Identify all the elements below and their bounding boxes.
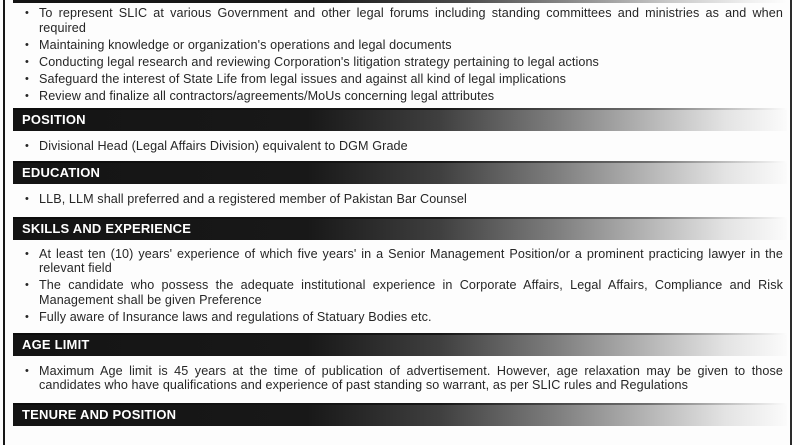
section-skills-experience <box>13 217 787 325</box>
section-education <box>13 161 787 207</box>
bullet-icon: • <box>25 279 29 291</box>
cutoff-header-bar <box>13 0 787 3</box>
section-header-bar: EDUCATION <box>13 161 787 184</box>
list-item <box>13 55 787 70</box>
section-age-limit <box>13 333 787 393</box>
bullet-icon: • <box>25 89 29 102</box>
bullet-text: Maximum Age limit is 45 years at the time of publication of advertisement. However, age relaxation may be given to those candidates who have qualifications and experience of past standing so warrant, as per SLIC rules and Regulations <box>39 363 783 392</box>
bullet-text: Conducting legal research and reviewing Corporation's litigation strategy pertaining to legal actions <box>39 54 599 69</box>
list-item <box>13 247 787 276</box>
bullet-text: Divisional Head (Legal Affairs Division) equivalent to DGM Grade <box>39 138 408 153</box>
list-item <box>13 364 787 393</box>
bullet-icon: • <box>25 247 29 260</box>
bullet-text: To represent SLIC at various Government and other legal forums including standing committees and ministries as and when required <box>39 6 783 35</box>
list-item <box>13 72 787 87</box>
bullet-text: Safeguard the interest of State Life from legal issues and against all kind of legal implications <box>39 71 567 86</box>
section-tenure-position <box>13 403 787 426</box>
bullet-text: Review and finalize all contractors/agreements/MoUs concerning legal attributes <box>39 88 495 103</box>
list-item <box>13 192 787 207</box>
bullet-icon: • <box>25 364 29 377</box>
section-responsibilities <box>13 6 787 103</box>
bullet-icon: • <box>25 310 29 323</box>
list-item <box>13 89 787 104</box>
bullet-icon: • <box>25 7 29 19</box>
list-item <box>13 139 787 154</box>
bullet-text: Fully aware of Insurance laws and regulations of Statuary Bodies etc. <box>39 309 432 324</box>
section-header-bar: TENURE AND POSITION <box>13 403 787 426</box>
bullet-text: LLB, LLM shall preferred and a registered member of Pakistan Bar Counsel <box>39 192 467 206</box>
section-position <box>13 108 787 154</box>
bullet-icon: • <box>25 139 29 152</box>
bullet-icon: • <box>25 72 29 85</box>
section-header-bar: AGE LIMIT <box>13 333 787 356</box>
list-item <box>13 38 787 53</box>
page-border-right <box>790 0 792 445</box>
document-content <box>13 0 787 426</box>
list-item <box>13 278 787 307</box>
bullet-icon: • <box>25 38 29 51</box>
section-header-bar: POSITION <box>13 108 787 131</box>
bullet-icon: • <box>25 193 29 205</box>
bullet-text: At least ten (10) years' experience of which five years' in a Senior Management Position/or a prominent practicing lawyer in the relevant field <box>39 246 783 275</box>
bullet-text: Maintaining knowledge or organization's operations and legal documents <box>39 37 452 52</box>
section-header-bar: SKILLS AND EXPERIENCE <box>13 217 787 240</box>
list-item <box>13 6 787 35</box>
bullet-text: The candidate who possess the adequate institutional experience in Corporate Affairs, Legal Affairs, Compliance and Risk Management shall be given Preference <box>39 278 783 307</box>
page-border-left <box>3 0 5 445</box>
list-item <box>13 310 787 325</box>
bullet-icon: • <box>25 55 29 68</box>
